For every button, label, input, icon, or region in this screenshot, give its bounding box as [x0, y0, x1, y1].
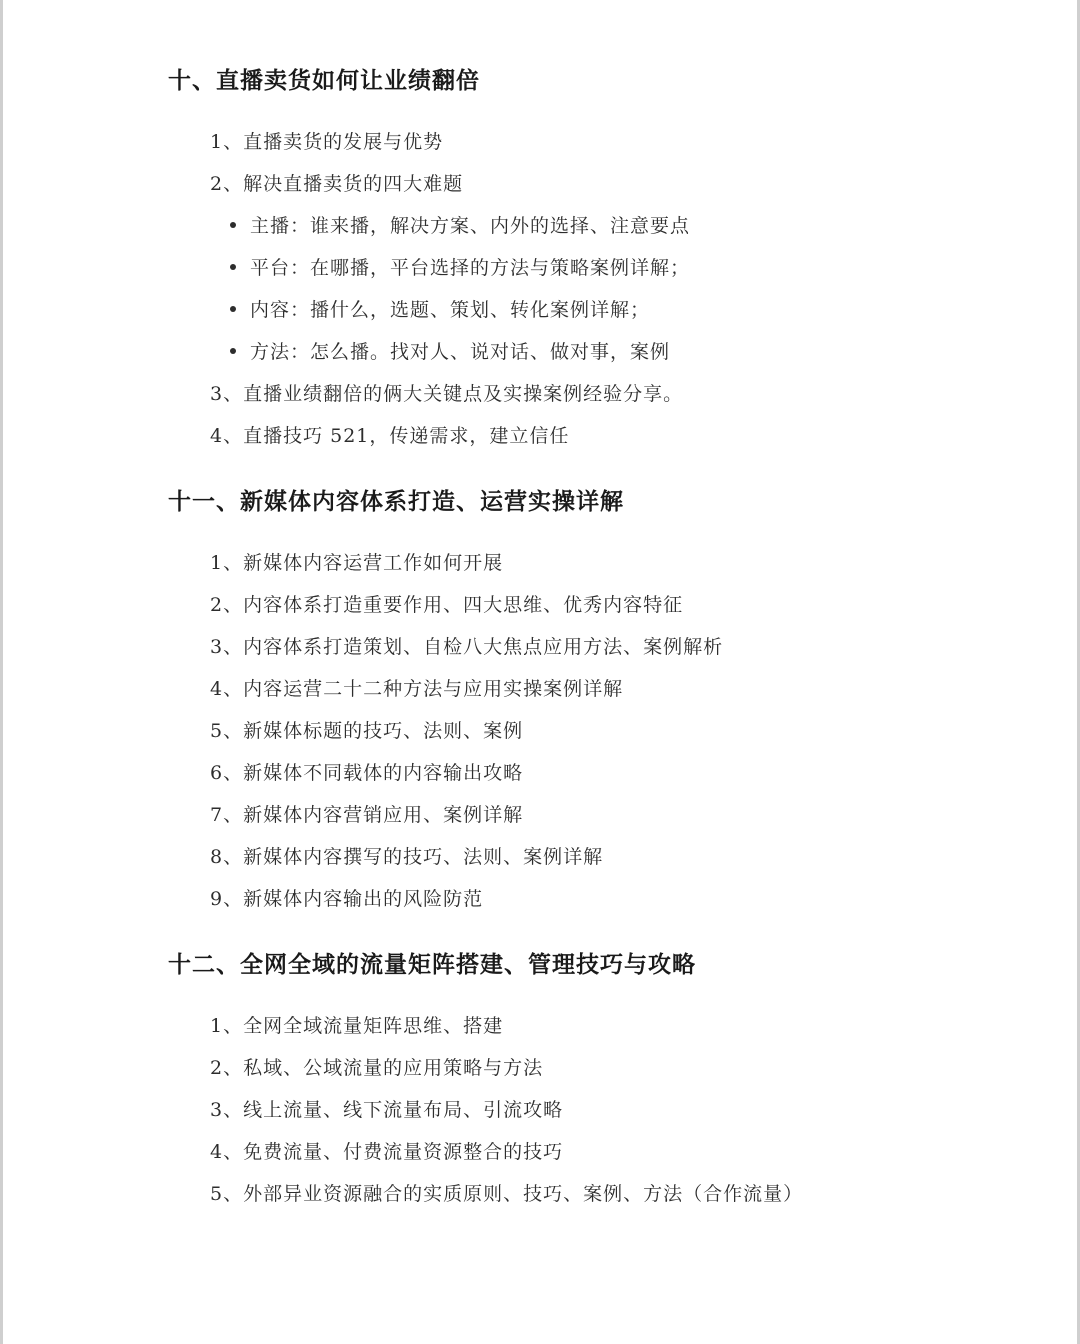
bullet-item — [230, 253, 690, 280]
list-item: 5、新媒体标题的技巧、法则、案例 — [210, 720, 524, 742]
bullet-text: 内容：播什么，选题、策划、转化案例详解； — [250, 299, 651, 321]
section-title-10: 十、直播卖货如何让业绩翻倍 — [168, 67, 480, 94]
list-item: 1、新媒体内容运营工作如何开展 — [210, 552, 504, 574]
list-item: 4、内容运营二十二种方法与应用实操案例详解 — [210, 678, 624, 700]
list-item: 1、全网全域流量矩阵思维、搭建 — [210, 1015, 504, 1037]
list-item: 7、新媒体内容营销应用、案例详解 — [210, 804, 524, 826]
section-title-11: 十一、新媒体内容体系打造、运营实操详解 — [168, 488, 624, 515]
bullet-dot-icon — [230, 306, 236, 312]
list-item: 3、线上流量、线下流量布局、引流攻略 — [210, 1099, 564, 1121]
bullet-item — [230, 295, 650, 322]
bullet-item — [230, 211, 690, 238]
list-item: 8、新媒体内容撰写的技巧、法则、案例详解 — [210, 846, 604, 868]
bullet-dot-icon — [230, 222, 236, 228]
bullet-dot-icon — [230, 264, 236, 270]
bullet-text: 主播：谁来播，解决方案、内外的选择、注意要点 — [250, 215, 691, 237]
list-item: 2、解决直播卖货的四大难题 — [210, 173, 464, 195]
list-item: 1、直播卖货的发展与优势 — [210, 131, 444, 153]
list-item: 4、直播技巧 521，传递需求，建立信任 — [210, 425, 570, 447]
list-item: 4、免费流量、付费流量资源整合的技巧 — [210, 1141, 564, 1163]
bullet-text: 平台：在哪播，平台选择的方法与策略案例详解； — [250, 257, 691, 279]
list-item: 5、外部异业资源融合的实质原则、技巧、案例、方法（合作流量） — [210, 1183, 804, 1205]
list-item: 3、直播业绩翻倍的俩大关键点及实操案例经验分享。 — [210, 383, 684, 405]
list-item: 3、内容体系打造策划、自检八大焦点应用方法、案例解析 — [210, 636, 724, 658]
list-item: 2、私域、公域流量的应用策略与方法 — [210, 1057, 544, 1079]
section-title-12: 十二、全网全域的流量矩阵搭建、管理技巧与攻略 — [168, 951, 696, 978]
list-item: 9、新媒体内容输出的风险防范 — [210, 888, 484, 910]
bullet-item — [230, 337, 670, 364]
list-item: 6、新媒体不同载体的内容输出攻略 — [210, 762, 524, 784]
list-item: 2、内容体系打造重要作用、四大思维、优秀内容特征 — [210, 594, 684, 616]
bullet-dot-icon — [230, 348, 236, 354]
bullet-text: 方法：怎么播。找对人、说对话、做对事，案例 — [250, 341, 671, 363]
